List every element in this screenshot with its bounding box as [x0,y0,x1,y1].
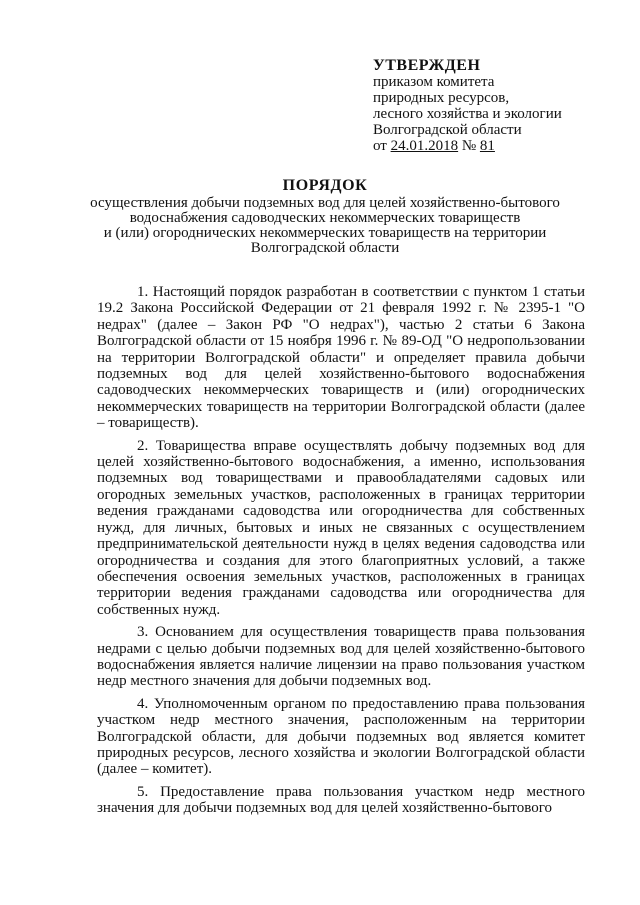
paragraph-2: 2. Товарищества вправе осуществлять добычу подземных вод для целей хозяйственно-бытового водоснабжения, а именно, использования подземных вод товариществами и правообладателями садовых или огородных земельных участков, расположенных в границах территории ведения гражданами садоводства или огородничества для собственных нужд, для личных, бытовых и иных не связанных с осуществлением предпринимательской деятельности нужд в целях ведения садоводства или огородничества и создания для этого благоприятных условий, а также обеспечения освоения земельных участков, расположенных в границах территории ведения гражданами садоводства или огородничества для собственных нужд. [97,437,585,618]
approval-line: Волгоградской области [373,122,522,138]
approval-line: природных ресурсов, [373,90,510,106]
date-prefix: от [373,138,387,154]
paragraph-5: 5. Предоставление права пользования участком недр местного значения для добычи подземных вод для целей хозяйственно-бытового [97,783,585,817]
title-line: осуществления добычи подземных вод для целей хозяйственно-бытового [90,195,560,211]
document-title [80,178,570,256]
document-body [97,284,585,823]
order-date: 24.01.2018 [390,138,459,154]
title-line: и (или) огороднических некоммерческих товариществ на территории [103,225,547,241]
approval-heading: УТВЕРЖДЕН [373,57,481,74]
approval-date-line [373,138,623,154]
number-sign: № [461,138,477,154]
title-line: Волгоградской области [250,240,400,256]
order-number: 81 [479,138,495,154]
paragraph-1: 1. Настоящий порядок разработан в соответствии с пунктом 1 статьи 19.2 Закона Российской Федерации от 21 февраля 1992 г. № 2395-1 "О недрах" (далее – Закон РФ "О недрах"), частью 2 статьи 6 Закона Волгоградской области от 15 ноября 1996 г. № 89-ОД "О недропользовании на территории Волгоградской области" и определяет правила добычи подземных вод для целей хозяйственно-бытового водоснабжения садоводческих некоммерческих товариществ и (или) огороднических некоммерческих товариществ на территории Волгоградской области (далее – товариществ). [97,284,585,432]
approval-line: лесного хозяйства и экологии [373,106,562,122]
title-word: ПОРЯДОК [282,177,368,194]
paragraph-3: 3. Основанием для осуществления товариществ права пользования недрами с целью добычи подземных вод для целей хозяйственно-бытового водоснабжения является наличие лицензии на право пользования участком недр местного значения для добычи подземных вод. [97,624,585,690]
paragraph-4: 4. Уполномоченным органом по предоставлению права пользования участком недр местного значения, расположенным на территории Волгоградской области, для добычи подземных вод является комитет природных ресурсов, лесного хозяйства и экологии Волгоградской области (далее – комитет). [97,695,585,778]
approval-block [373,58,623,154]
title-line: водоснабжения садоводческих некоммерческих товариществ [129,210,521,226]
approval-line: приказом комитета [373,74,495,90]
